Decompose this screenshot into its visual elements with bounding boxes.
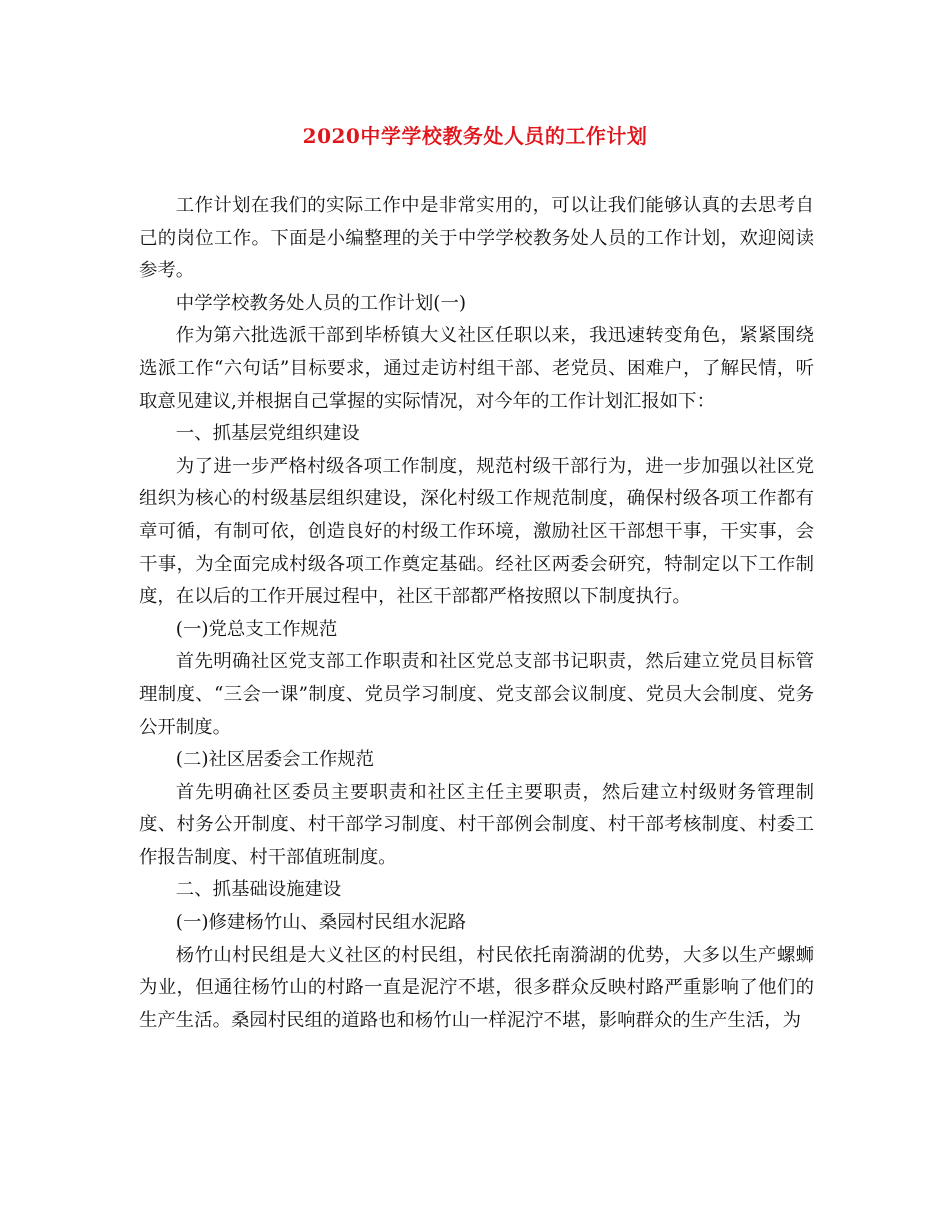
subheading-committee-rules: (二)社区居委会工作规范 (175, 749, 375, 771)
section-heading-party-organization: 一、抓基层党组织建设 (175, 423, 360, 445)
paragraph-background: 作为第六批选派干部到毕桥镇大义社区任职以来，我迅速转变角色，紧紧围绕选派工作“六句话”目标要求，通过走访村组干部、老党员、困难户，了解民情，听取意见建议,并根据自己掌握的实际情况，对今年的工作计划汇报如下： (139, 325, 814, 412)
paragraph-committee-rules: 首先明确社区委员主要职责和社区主任主要职责，然后建立村级财务管理制度、村务公开制度、村干部学习制度、村干部例会制度、村干部考核制度、村委工作报告制度、村干部值班制度。 (139, 781, 814, 868)
section-heading-plan-one: 中学学校教务处人员的工作计划(一) (175, 292, 467, 314)
paragraph-cement-road: 杨竹山村民组是大义社区的村民组，村民依托南漪湖的优势，大多以生产螺蛳为业，但通往杨竹山的村路一直是泥泞不堪，很多群众反映村路严重影响了他们的生产生活。桑园村民组的道路也和杨竹山一样泥泞不堪，影响群众的生产生活，为 (139, 944, 814, 1031)
paragraph-intro: 工作计划在我们的实际工作中是非常实用的，可以让我们能够认真的去思考自己的岗位工作。下面是小编整理的关于中学学校教务处人员的工作计划，欢迎阅读参考。 (139, 195, 814, 282)
subheading-cement-road: (一)修建杨竹山、桑园村民组水泥路 (175, 912, 467, 934)
document-body (139, 190, 814, 1037)
document-title: 2020中学学校教务处人员的工作计划 (302, 124, 648, 148)
subheading-party-branch-rules: (一)党总支工作规范 (175, 618, 338, 640)
paragraph-party-organization: 为了进一步严格村级各项工作制度，规范村级干部行为，进一步加强以社区党组织为核心的村级基层组织建设，深化村级工作规范制度，确保村级各项工作都有章可循，有制可依，创造良好的村级工作环境，激励社区干部想干事，干实事，会干事，为全面完成村级各项工作奠定基础。经社区两委会研究，特制定以下工作制度，在以后的工作开展过程中，社区干部都严格按照以下制度执行。 (139, 455, 814, 608)
paragraph-party-branch-rules: 首先明确社区党支部工作职责和社区党总支部书记职责，然后建立党员目标管理制度、“三会一课”制度、党员学习制度、党支部会议制度、党员大会制度、党务公开制度。 (139, 651, 814, 738)
section-heading-infrastructure: 二、抓基础设施建设 (175, 879, 342, 901)
